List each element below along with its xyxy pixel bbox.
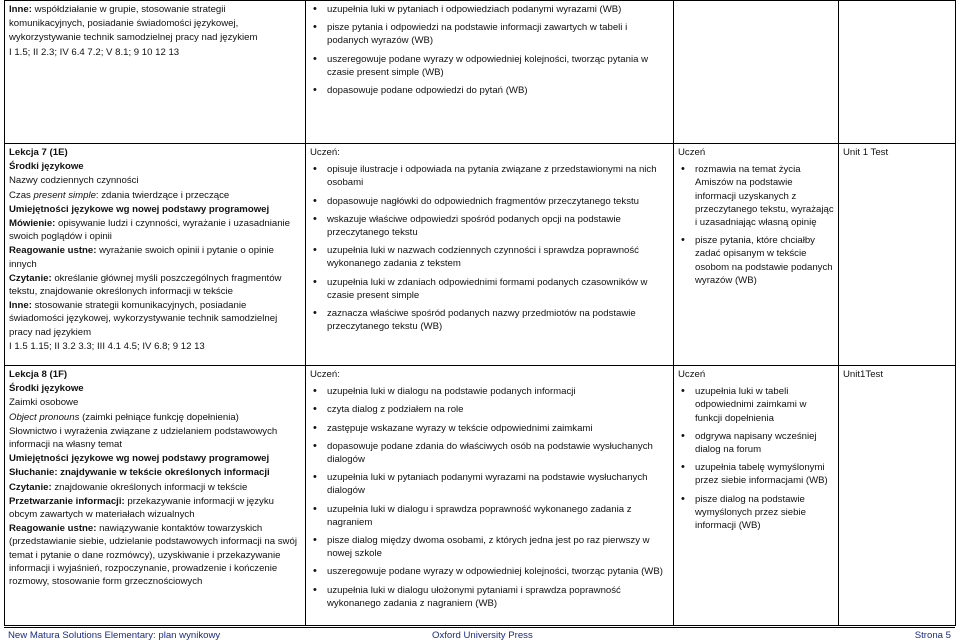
footer-publisher: Oxford University Press	[432, 630, 533, 641]
text-line: wykorzystywanie technik samodzielnej pracy nad językiem	[9, 32, 258, 44]
list-item: • uszeregowuje podane wyrazy w odpowiedniej kolejności, tworząc pytania w czasie present simple (WB)	[310, 53, 669, 79]
list-item: • dopasowuje podane odpowiedzi do pytań (WB)	[310, 84, 669, 97]
lesson8-basic	[306, 366, 674, 626]
footer-title: New Matura Solutions Elementary: plan wynikowy	[8, 630, 221, 641]
list-item: • uzupełnia luki w dialogu ułożonymi pytaniami i sprawdza poprawność wykonanego zadania z nagraniem (WB)	[310, 584, 669, 610]
list-item: • uzupełnia luki w zdaniach odpowiednimi formami podanych czasowników w czasie present simple	[310, 276, 669, 302]
text-line: Przetwarzanie informacji: przekazywanie informacji w języku obcym zawartych w materiałach wizualnych	[9, 495, 274, 521]
lesson7-content	[5, 144, 306, 366]
text-line: I 1.5; II 2.3; IV 6.4 7.2; V 8.1; 9 10 12 13	[9, 46, 180, 58]
table-row	[5, 366, 956, 626]
list-item: • uzupełnia tabelę wymyślonymi przez siebie informacjami (WB)	[678, 461, 834, 487]
list-item: • zaznacza właściwe spośród podanych nazwy przedmiotów na podstawie przeczytanego tekstu (WB)	[310, 307, 669, 333]
section-heading: Umiejętności językowe wg nowej podstawy programowej	[9, 203, 270, 215]
row0-col3	[674, 1, 839, 144]
lesson-title: Lekcja 8 (1F)	[9, 369, 68, 380]
lesson8-extended	[674, 366, 839, 626]
lesson7-assessment	[839, 144, 956, 366]
lesson-plan-table	[4, 0, 956, 626]
list-item: • odgrywa napisany wcześniej dialog na forum	[678, 430, 834, 456]
text-line: Słuchanie: znajdywanie w tekście określonych informacji	[9, 467, 270, 479]
row0-col4	[839, 1, 956, 144]
lesson-title: Lekcja 7 (1E)	[9, 147, 68, 158]
section-heading: Środki językowe	[9, 383, 84, 395]
text-line: komunikacyjnych, posiadanie świadomości językowej,	[9, 18, 239, 30]
column-heading: Uczeń:	[310, 369, 340, 380]
lesson7-extended	[674, 144, 839, 366]
text-line: Mówienie: opisywanie ludzi i czynności, wyrażanie i uzasadnianie swoich poglądów i opinii	[9, 218, 291, 243]
list-item: • uszeregowuje podane wyrazy w odpowiedniej kolejności, tworząc pytania (WB)	[310, 565, 669, 578]
text-line: Reagowanie ustne: wyrażanie swoich opinii i pytanie o opinie innych	[9, 245, 275, 270]
column-heading: Uczeń:	[310, 147, 340, 158]
row0-col2	[306, 1, 674, 144]
list-item: • uzupełnia luki w pytaniach i odpowiedziach podanymi wyrazami (WB)	[310, 3, 669, 16]
lesson8-assessment	[839, 366, 956, 626]
assessment-label: Unit 1 Test	[843, 147, 889, 158]
page-footer	[4, 627, 955, 641]
list-item: • pisze dialog między dwoma osobami, z których jedna jest po raz pierwszy w nowej szkole	[310, 534, 669, 560]
text-line: Inne: stosowanie strategii komunikacyjnych, posiadanie świadomości językowej, wykorzystywanie technik samodzielnej pracy nad językiem	[9, 300, 278, 338]
list-item: • pisze pytania, które chciałby zadać opisanym w tekście osobom na podstawie podanych wyrazów (WB)	[678, 234, 834, 287]
table-row	[5, 144, 956, 366]
section-heading: Umiejętności językowe wg nowej podstawy programowej	[9, 453, 270, 465]
text-line: Reagowanie ustne: nawiązywanie kontaktów towarzyskich (przedstawianie siebie, udzielanie podstawowych informacji na swój temat i pytanie o dane rozmówcy), uzyskiwanie i przekazywanie informacji i wyjaśnień, rozpoczynanie, prowadzenie i kończenie rozmowy, stosowanie form grzecznościowych	[9, 523, 297, 588]
text-line: Czytanie: określanie głównej myśli poszczególnych fragmentów tekstu, znajdowanie określonych informacji w tekście	[9, 272, 282, 298]
text-line: Nazwy codziennych czynności	[9, 175, 139, 187]
list-item: • czyta dialog z podziałem na role	[310, 403, 669, 416]
list-item: • zastępuje wskazane wyrazy w tekście odpowiednimi zaimkami	[310, 422, 669, 435]
list-item: • uzupełnia luki w dialogu i sprawdza poprawność wykonanego zadania z nagraniem	[310, 503, 669, 529]
text-line: Zaimki osobowe	[9, 397, 79, 409]
list-item: • uzupełnia luki w tabeli odpowiednimi zaimkami w funkcji dopełnienia	[678, 385, 834, 425]
text-line: Object pronouns (zaimki pełniące funkcję dopełnienia)	[9, 411, 239, 423]
list-item: • opisuje ilustracje i odpowiada na pytania związane z przedstawionymi na nich osobami	[310, 163, 669, 189]
text-line: Czas present simple: zdania twierdzące i przeczące	[9, 189, 230, 201]
list-item: • pisze dialog na podstawie wymyślonych przez siebie informacji (WB)	[678, 493, 834, 533]
list-item: • uzupełnia luki w nazwach codziennych czynności i sprawdza poprawność wykonanego zadania z tekstem	[310, 244, 669, 270]
list-item: • pisze pytania i odpowiedzi na podstawie informacji zawartych w tabeli i podanych wyrazów (WB)	[310, 21, 669, 47]
text-line: Słownictwo i wyrażenia związane z udzielaniem podstawowych informacji na własny temat	[9, 425, 278, 451]
list-item: • rozmawia na temat życia Amiszów na podstawie informacji uzyskanych z przeczytanego tekstu, wyrażając i uzasadniając własną opinię	[678, 163, 834, 229]
text-line: Inne: współdziałanie w grupie, stosowanie strategii	[9, 4, 226, 15]
column-heading: Uczeń	[678, 369, 706, 380]
list-item: • dopasowuje nagłówki do odpowiednich fragmentów przeczytanego tekstu	[310, 195, 669, 208]
section-heading: Środki językowe	[9, 161, 84, 173]
text-line: Czytanie: znajdowanie określonych informacji w tekście	[9, 481, 248, 493]
lesson7-basic	[306, 144, 674, 366]
page-number: Strona 5	[914, 630, 951, 641]
assessment-label: Unit1Test	[843, 369, 883, 380]
column-heading: Uczeń	[678, 147, 706, 158]
curriculum-codes: I 1.5 1.15; II 3.2 3.3; III 4.1 4.5; IV 6.8; 9 12 13	[9, 340, 205, 352]
lesson8-content	[5, 366, 306, 626]
list-item: • dopasowuje podane zdania do właściwych osób na podstawie wysłuchanych dialogów	[310, 440, 669, 466]
list-item: • wskazuje właściwe odpowiedzi spośród podanych opcji na podstawie przeczytanego tekstu	[310, 213, 669, 239]
list-item: • uzupełnia luki w pytaniach podanymi wyrazami na podstawie wysłuchanych dialogów	[310, 471, 669, 497]
table-row	[5, 1, 956, 144]
row0-col1	[5, 1, 306, 144]
list-item: • uzupełnia luki w dialogu na podstawie podanych informacji	[310, 385, 669, 398]
